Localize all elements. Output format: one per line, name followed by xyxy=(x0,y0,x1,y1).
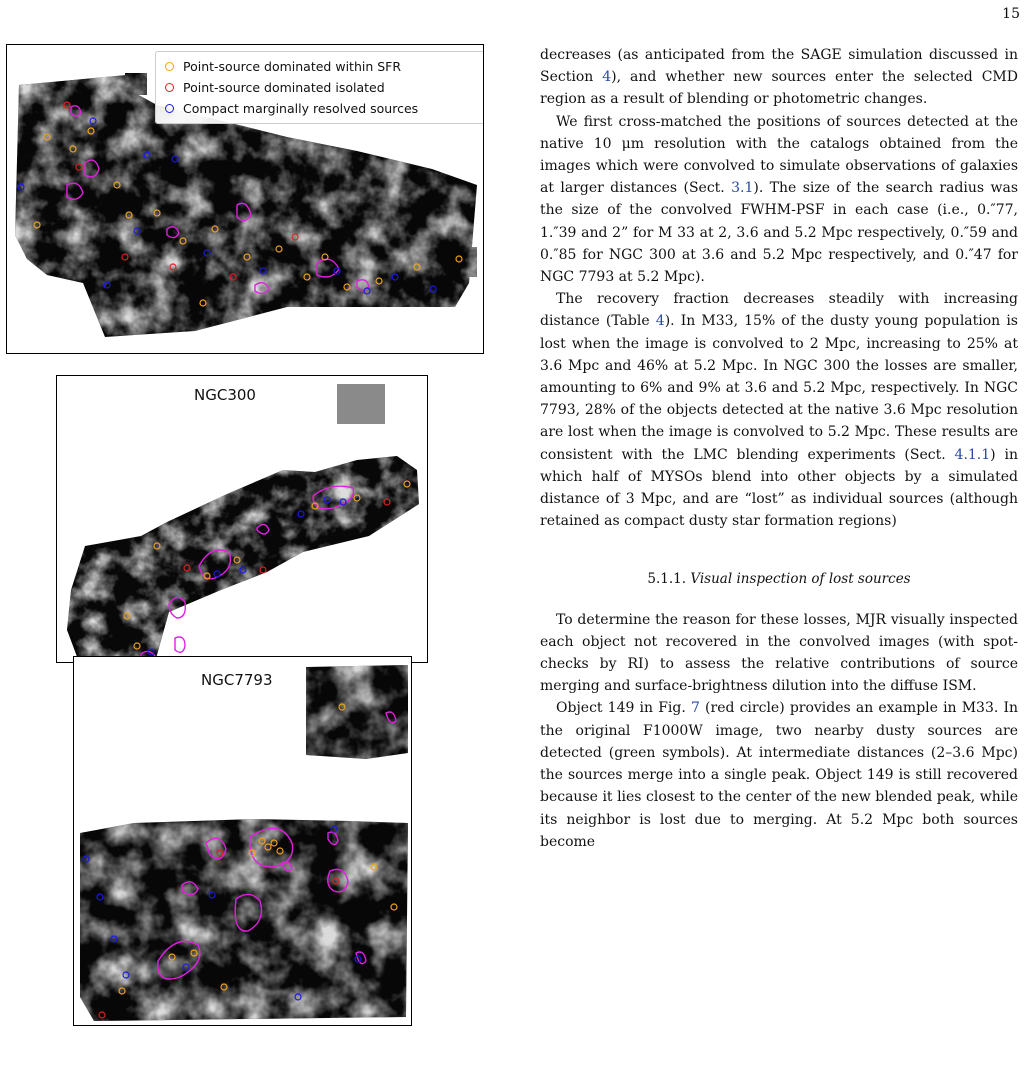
figure-panel-ngc7793 xyxy=(73,656,412,1026)
paragraph-recovery-fraction: The recovery fraction decreases steadily with increasing distance (Table 4). In M33, 15% of the dusty young population is lost when the image is convolved to 2 Mpc, increasing to 25% at 3.6 Mpc and 46% at 5.2 Mpc. In NGC 300 the losses are smaller, amounting to 6% and 9% at 3.6 and 5.2 Mpc, respectively. In NGC 7793, 28% of the objects detected at the native 3.6 Mpc resolution are lost when the image is convolved to 5.2 Mpc. These results are consistent with the LMC blending experiments (Sect. 4.1.1) in which half of MYSOs blend into other objects by a simulated distance of 3 Mpc, and are “lost” as individual sources (although retained as compact dusty star formation regions) xyxy=(540,291,1018,530)
ngc7793-image xyxy=(74,657,411,1025)
table-ref-link[interactable]: 4 xyxy=(655,313,665,330)
panel-label-ngc7793: NGC7793 xyxy=(201,671,273,689)
paragraph-continuation: decreases (as anticipated from the SAGE simulation discussed in Section 4), and whether new sources enter the selected CMD region as a result of blending or photometric changes. xyxy=(540,47,1018,108)
section-ref-link[interactable]: 4 xyxy=(602,69,612,86)
section-ref-link[interactable]: 3.1 xyxy=(731,180,754,197)
subsection-heading xyxy=(540,568,1018,590)
subsection-title: Visual inspection of lost sources xyxy=(690,571,911,588)
page-number: 15 xyxy=(1002,6,1020,22)
paragraph-visual-inspection: To determine the reason for these losses, MJR visually inspected each object not recovered in the convolved images (with spot-checks by RI) to assess the relative contributions of source merging and surface-brightness dilution into the diffuse ISM. xyxy=(540,611,1018,695)
text-column xyxy=(540,44,1018,853)
panel-label-ngc300: NGC300 xyxy=(194,386,256,404)
paragraph-object-149: Object 149 in Fig. 7 (red circle) provides an example in M33. In the original F1000W image, two nearby dusty sources are detected (green symbols). At intermediate distances (2–3.6 Mpc) the sources merge into a single peak. Object 149 is still recovered because it lies closest to the center of the new blended peak, while its neighbor is lost due to merging. At 5.2 Mpc both sources become xyxy=(540,700,1019,850)
red-circle-icon xyxy=(165,83,174,92)
legend-label: Compact marginally resolved sources xyxy=(183,101,419,116)
figure-panel-ngc300 xyxy=(56,375,428,663)
figure-legend xyxy=(155,51,484,124)
figure-ref-link[interactable]: 7 xyxy=(690,700,700,717)
legend-item-within-sfr xyxy=(162,56,482,77)
offset-field xyxy=(337,384,385,424)
subsection-number: 5.1.1. xyxy=(647,571,687,588)
paragraph-cross-match: We first cross-matched the positions of sources detected at the native 10 μm resolution with the catalogs obtained from the images which were convolved to simulate observations of galaxies at larger distances (Sect. 3.1). The size of the search radius was the size of the convolved FWHM-PSF in each case (i.e., 0.″77, 1.″39 and 2” for M 33 at 2, 3.6 and 5.2 Mpc respectively, 0.″59 and 0.″85 for NGC 300 at 3.6 and 5.2 Mpc respectively, and 0.″47 for NGC 7793 at 5.2 Mpc). xyxy=(540,113,1018,286)
orange-circle-icon xyxy=(165,62,174,71)
ngc300-image xyxy=(57,376,427,662)
legend-item-isolated xyxy=(162,77,482,98)
legend-label: Point-source dominated within SFR xyxy=(183,59,402,74)
figure-panel-m33 xyxy=(6,44,484,354)
blue-circle-icon xyxy=(165,104,174,113)
legend-label: Point-source dominated isolated xyxy=(183,80,385,95)
legend-item-compact xyxy=(162,98,482,119)
section-ref-link[interactable]: 4.1.1 xyxy=(954,446,991,463)
